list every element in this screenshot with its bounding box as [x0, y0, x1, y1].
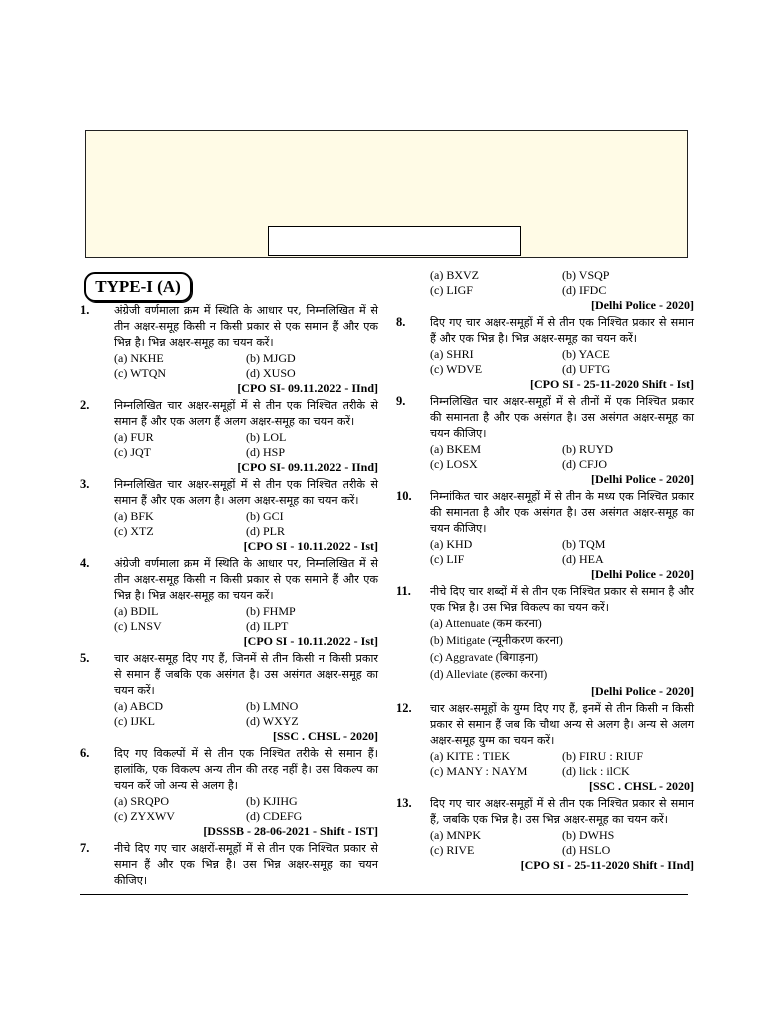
question-text: नीचे दिए गए चार अक्षरों-समूहों में से तीन एक निश्चित प्रकार से समान हैं और एक भिन्न है। उस भिन्न अक्षर-समूह का चयन कीजिए। [114, 842, 378, 887]
question-item [80, 477, 378, 554]
question-text: नीचे दिए चार शब्दों में से तीन एक निश्चित प्रकार से समान है और एक भिन्न है। उस भिन्न विकल्प का चयन करें। [430, 585, 694, 614]
option-item: (a) KHD [430, 537, 473, 551]
question-item [80, 746, 378, 839]
question-number: 5. [80, 651, 90, 665]
question-number: 9. [396, 394, 406, 408]
option-item: (b) LOL [246, 430, 287, 444]
question-number: 4. [80, 556, 90, 570]
question-item [396, 489, 694, 582]
exam-source-tag: [CPO SI - 25-11-2020 Shift - Ist] [530, 377, 694, 391]
option-grid [114, 699, 378, 729]
question-number: 1. [80, 303, 90, 317]
option-item: (d) CFJO [562, 457, 608, 471]
option-item: (d) HSLO [562, 843, 611, 857]
option-item: (b) Mitigate (न्यूनीकरण करना) [430, 635, 563, 647]
option-item: (a) KITE : TIEK [430, 749, 511, 763]
question-number: 7. [80, 841, 90, 855]
option-item: (a) BFK [114, 509, 154, 523]
question-item [80, 398, 378, 475]
option-item: (a) BDIL [114, 604, 159, 618]
question-number: 12. [396, 701, 412, 715]
option-item: (b) FIRU : RIUF [562, 749, 644, 763]
option-item: (a) BKEM [430, 442, 481, 456]
question-item [80, 556, 378, 649]
option-item: (a) FUR [114, 430, 154, 444]
question-item [80, 303, 378, 396]
option-grid [114, 794, 378, 824]
question-text: दिए गए विकल्पों में से तीन एक निश्चित तरीके से समान हैं। हालांकि, एक विकल्प अन्य तीन की तरह नहीं है। उस विकल्प का चयन करें जो अन्य से अलग है। [114, 747, 378, 792]
question-text: अंग्रेजी वर्णमाला क्रम में स्थिति के आधार पर, निम्नलिखित में से तीन अक्षर-समूह किसी न किसी प्रकार से एक समाने हैं और एक भिन्न है। भिन्न अक्षर-समूह का चयन करें। [114, 557, 378, 602]
option-item: (c) IJKL [114, 714, 155, 728]
exam-source-tag: [Delhi Police - 2020] [591, 567, 694, 581]
option-item: (c) LIF [430, 552, 465, 566]
option-grid [114, 430, 378, 460]
option-item: (d) HEA [562, 552, 604, 566]
question-number: 6. [80, 746, 90, 760]
exam-source-tag: [SSC . CHSL - 2020] [588, 779, 694, 793]
option-grid [114, 351, 378, 381]
option-grid [430, 537, 694, 567]
option-item: (c) LIGF [430, 283, 473, 297]
question-item [396, 315, 694, 392]
question-text: चार अक्षर-समूह दिए गए हैं, जिनमें से तीन किसी न किसी प्रकार से समान हैं जबकि एक असंगत है। उस असंगत अक्षर-समूह का चयन करें। [114, 652, 378, 697]
exam-source-tag: [Delhi Police - 2020] [591, 684, 694, 698]
option-grid [430, 268, 694, 298]
option-item: (d) ILPT [246, 619, 289, 633]
question-text: दिए गए चार अक्षर-समूहों में से तीन एक निश्चित प्रकार से समान हैं, जबकि एक भिन्न है। उस भिन्न अक्षर-समूह का चयन करें। [430, 797, 694, 826]
exam-source-tag: [DSSSB - 28-06-2021 - Shift - IST] [203, 824, 378, 838]
option-item: (a) MNPK [430, 828, 481, 842]
option-item: (d) PLR [246, 524, 285, 538]
option-item: (a) SHRI [430, 347, 474, 361]
question-item [396, 268, 694, 313]
question-text: अंग्रेजी वर्णमाला क्रम में स्थिति के आधार पर, निम्नलिखित में से तीन अक्षर-समूह किसी न किसी प्रकार से एक समान हैं और एक भिन्न है। भिन्न अक्षर-समूह का चयन करें। [114, 304, 378, 349]
exam-source-tag: [CPO SI - 25-11-2020 Shift - IInd] [520, 858, 694, 872]
exam-source-tag: [Delhi Police - 2020] [591, 298, 694, 312]
option-item: (b) FHMP [246, 604, 296, 618]
question-number: 13. [396, 796, 412, 810]
question-text: निम्नलिखित चार अक्षर-समूहों में से तीन एक निश्चित तरीके से समान हैं और एक अलग है। अलग अक्षर-समूह का चयन करें। [114, 478, 378, 507]
option-list [430, 616, 694, 684]
option-grid [430, 442, 694, 472]
option-item: (d) IFDC [562, 283, 607, 297]
option-item: (d) WXYZ [246, 714, 299, 728]
question-text: चार अक्षर-समूहों के युग्म दिए गए हैं, इनमें से तीन किसी न किसी प्रकार से समान हैं जब कि चौथा अन्य से अलग है। अन्य से अलग अक्षर-समूह युग्म का चयन करें। [430, 702, 694, 747]
option-item: (b) YACE [562, 347, 610, 361]
left-question-column [80, 303, 378, 891]
option-item: (d) CDEFG [246, 809, 303, 823]
option-item: (d) UFTG [562, 362, 611, 376]
question-item [396, 394, 694, 487]
option-item: (b) VSQP [562, 268, 610, 282]
option-grid [114, 509, 378, 539]
question-item [80, 651, 378, 744]
option-item: (d) Alleviate (हल्का करना) [430, 669, 548, 681]
option-item: (c) WDVE [430, 362, 483, 376]
question-number: 2. [80, 398, 90, 412]
question-item [80, 841, 378, 889]
option-item: (c) LNSV [114, 619, 162, 633]
option-item: (b) DWHS [562, 828, 615, 842]
question-item [396, 584, 694, 699]
option-item: (c) WTQN [114, 366, 167, 380]
question-number: 3. [80, 477, 90, 491]
option-item: (c) JQT [114, 445, 151, 459]
page-bottom-rule [80, 894, 688, 895]
option-grid [430, 347, 694, 377]
option-item: (b) LMNO [246, 699, 299, 713]
option-item: (b) KJIHG [246, 794, 298, 808]
exam-source-tag: [CPO SI- 09.11.2022 - IInd] [237, 460, 378, 474]
question-item [396, 701, 694, 794]
chapter-title-box [268, 226, 521, 256]
exam-source-tag: [CPO SI - 10.11.2022 - Ist] [243, 539, 378, 553]
option-item: (a) BXVZ [430, 268, 479, 282]
option-item: (b) RUYD [562, 442, 613, 456]
option-item: (c) Aggravate (बिगाड़ना) [430, 652, 538, 664]
question-text: निम्नांकित चार अक्षर-समूहों में से तीन के मध्य एक निश्चित प्रकार की समानता है और एक असंगत है। उस असंगत अक्षर-समूह का चयन कीजिए। [430, 490, 694, 535]
option-item: (a) NKHE [114, 351, 164, 365]
type-section-tag: TYPE-I (A) [84, 272, 192, 302]
option-item: (c) RIVE [430, 843, 475, 857]
option-item: (d) XUSO [246, 366, 296, 380]
question-text: निम्नलिखित चार अक्षर-समूहों में से तीनों में एक निश्चित प्रकार की समानता है और एक असंगत है। उस असंगत अक्षर-समूह का चयन कीजिए। [430, 395, 694, 440]
option-item: (c) ZYXWV [114, 809, 175, 823]
right-question-column [396, 268, 694, 875]
option-item: (b) MJGD [246, 351, 296, 365]
option-item: (d) lick : ilCK [562, 764, 630, 778]
option-item: (b) TQM [562, 537, 606, 551]
question-text: दिए गए चार अक्षर-समूहों में से तीन एक निश्चित प्रकार से समान हैं और एक भिन्न है। भिन्न अक्षर-समूह का चयन करें। [430, 316, 694, 345]
option-item: (c) XTZ [114, 524, 154, 538]
option-item: (d) HSP [246, 445, 286, 459]
option-item: (a) SRQPO [114, 794, 170, 808]
option-item: (a) ABCD [114, 699, 163, 713]
option-grid [430, 828, 694, 858]
exam-source-tag: [SSC . CHSL - 2020] [272, 729, 378, 743]
option-item: (c) MANY : NAYM [430, 764, 528, 778]
question-number: 8. [396, 315, 406, 329]
exam-source-tag: [CPO SI- 09.11.2022 - IInd] [237, 381, 378, 395]
exam-source-tag: [Delhi Police - 2020] [591, 472, 694, 486]
question-item [396, 796, 694, 873]
option-grid [114, 604, 378, 634]
option-item: (a) Attenuate (कम करना) [430, 618, 542, 630]
option-item: (c) LOSX [430, 457, 478, 471]
exam-source-tag: [CPO SI - 10.11.2022 - Ist] [243, 634, 378, 648]
question-number: 10. [396, 489, 412, 503]
option-item: (b) GCI [246, 509, 284, 523]
option-grid [430, 749, 694, 779]
question-number: 11. [396, 584, 411, 598]
question-text: निम्नलिखित चार अक्षर-समूहों में से तीन एक निश्चित तरीके से समान हैं और एक अलग हैं अलग अक्षर-समूह का चयन करें। [114, 399, 378, 428]
